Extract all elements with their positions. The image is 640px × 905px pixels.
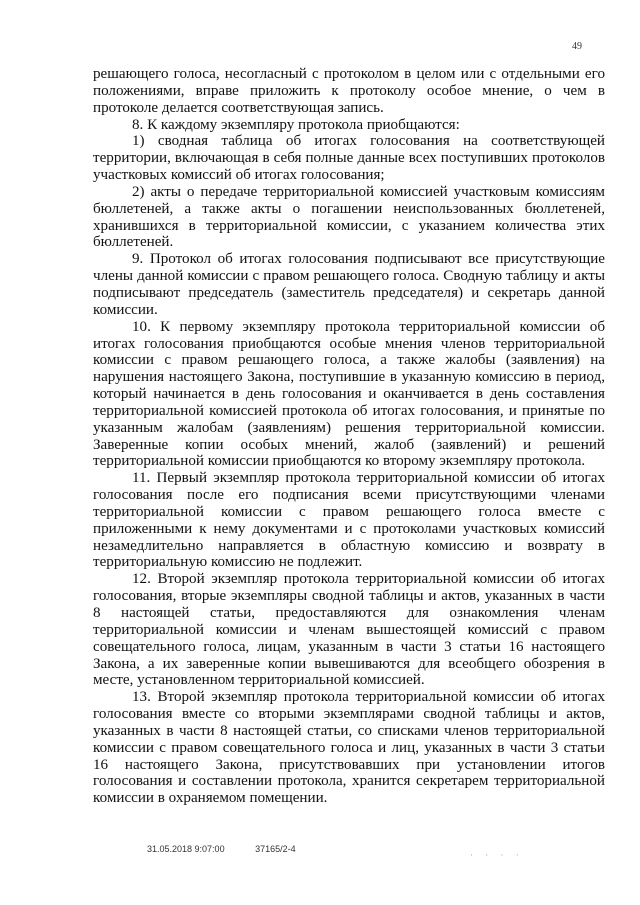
document-body: [93, 66, 605, 807]
page-number: 49: [572, 41, 582, 52]
paragraph-8: 8. К каждому экземпляру протокола приобщаются:: [132, 116, 460, 133]
scan-artifact-dots: · · · ·: [470, 850, 524, 860]
footer-doc-code: 37165/2-4: [255, 844, 296, 854]
paragraph-8-item-2: 2) акты о передаче территориальной комиссией участковым комиссиям бюллетеней, а также акты о погашении неиспользованных бюллетеней, хранившихся в территориальной комиссии, с указанием количества этих бюллетеней.: [93, 183, 605, 251]
paragraph-12: 12. Второй экземпляр протокола территориальной комиссии об итогах голосования, вторые экземпляры сводной таблицы и актов, указанных в части 8 настоящей статьи, предоставляются для ознакомления членам территориальной комиссии и членам вышестоящей комиссий с правом совещательного голоса, лицам, указанным в части 3 статьи 16 настоящего Закона, а их заверенные копии вывешиваются для всеобщего обозрения в месте, установленном территориальной комиссией.: [93, 571, 605, 689]
footer: [147, 844, 324, 854]
paragraph-continuation: решающего голоса, несогласный с протоколом в целом или с отдельными его положениями, вправе приложить к протоколу особое мнение, о чем в протоколе делается соответствующая запись.: [93, 66, 605, 116]
paragraph-9: 9. Протокол об итогах голосования подписывают все присутствующие члены данной комиссии с правом решающего голоса. Сводную таблицу и акты подписывают председатель (заместитель председателя) и секретарь данной комиссии.: [93, 251, 605, 318]
paragraph-13: 13. Второй экземпляр протокола территориальной комиссии об итогах голосования вместе со вторыми экземплярами сводной таблицы и актов, указанных в части 8 настоящей статьи, со списками членов территориальной комиссии с правом совещательного голоса и лиц, указанных в части 3 статьи 16 настоящего Закона, присутствовавших при установлении итогов голосования и составлении протокола, хранится секретарем территориальной комиссии в охраняемом помещении.: [93, 689, 605, 807]
paragraph-10: 10. К первому экземпляру протокола территориальной комиссии об итогах голосования приобщаются особые мнения членов территориальной комиссии с правом решающего голоса, а также жалобы (заявления) на нарушения настоящего Закона, поступившие в указанную комиссию в период, который начинается в день голосования и оканчивается в день составления территориальной комиссией протокола об итогах голосования, и принятые по указанным жалобам (заявлениям) решения территориальной комиссии. Заверенные копии особых мнений, жалоб (заявлений) и решений территориальной комиссии приобщаются ко второму экземпляру протокола.: [93, 318, 605, 470]
paragraph-11: 11. Первый экземпляр протокола территориальной комиссии об итогах голосования после его подписания всеми присутствующими членами территориальной комиссии с правом решающего голоса вместе с приложенными к нему документами и с протоколами участковых комиссий незамедлительно направляется в областную комиссию и возврату в территориальную комиссию не подлежит.: [93, 470, 605, 571]
footer-timestamp: 31.05.2018 9:07:00: [147, 844, 225, 854]
paragraph-8-item-1: 1) сводная таблица об итогах голосования на соответствующей территории, включающая в себя полные данные всех поступивших протоколов участковых комиссий об итогах голосования;: [93, 133, 605, 184]
